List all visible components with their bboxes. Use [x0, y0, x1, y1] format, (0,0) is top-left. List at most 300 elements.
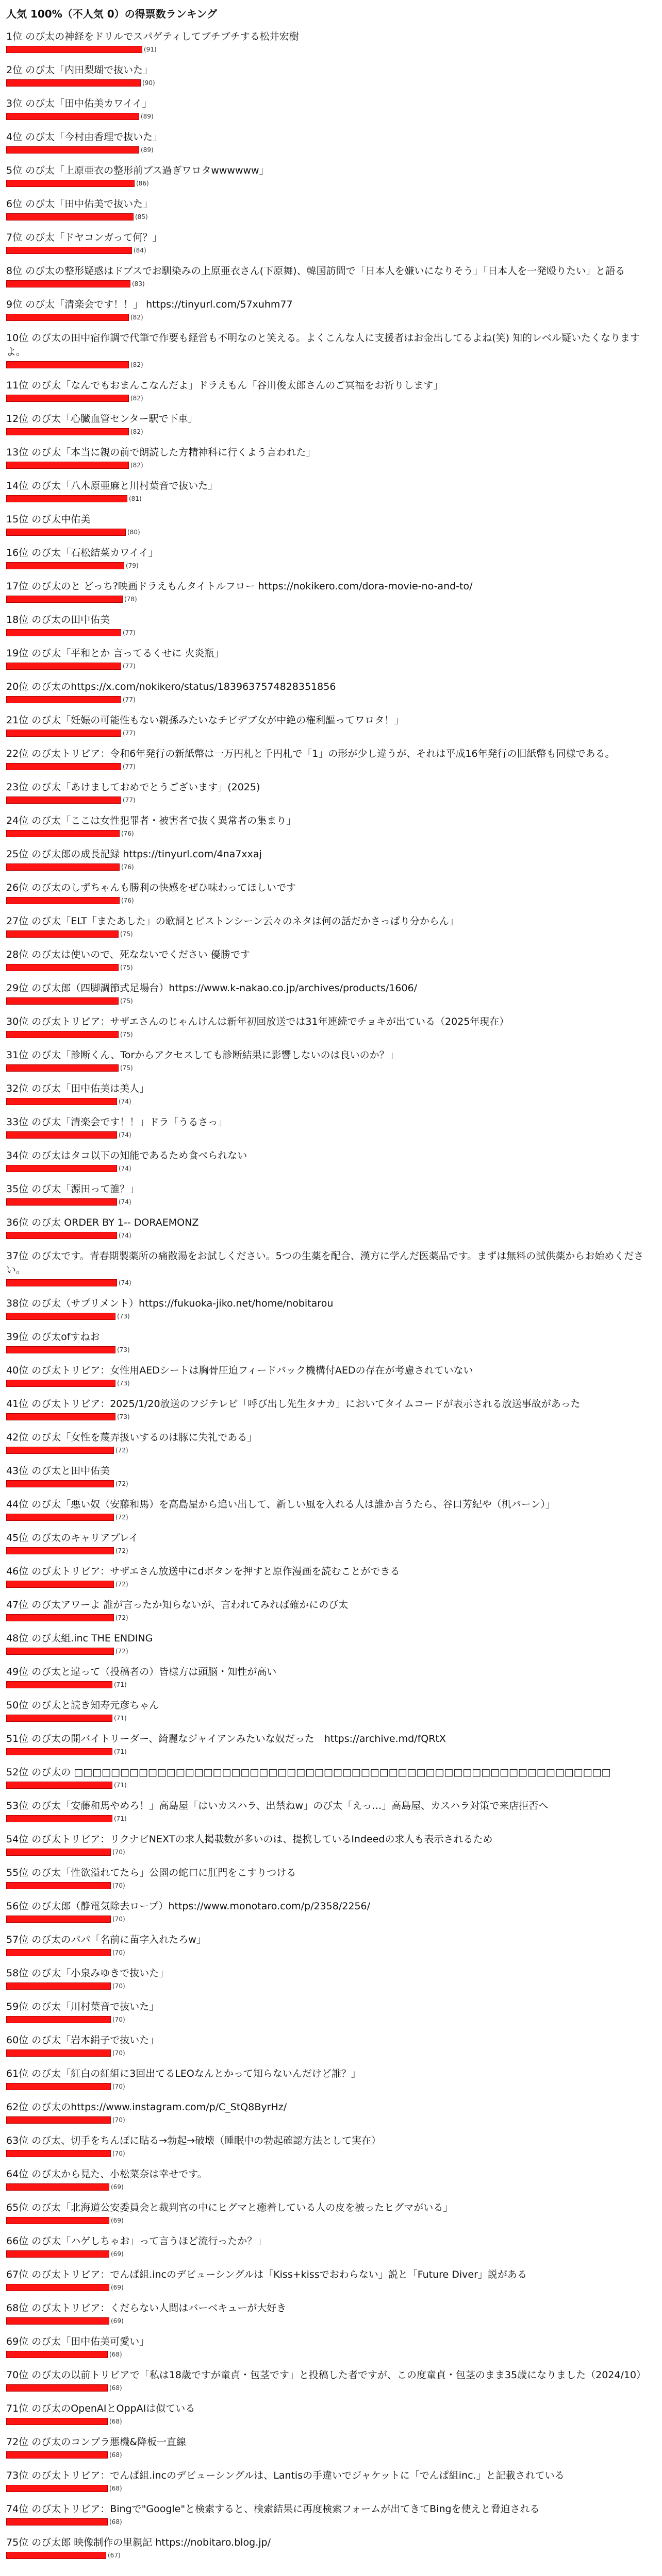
- rank-label: のび太「北海道公安委員会と裁判官の中にヒグマと癒着している人の皮を被ったヒグマがいる」: [31, 2202, 453, 2213]
- ranking-item-text-row: [6, 1598, 656, 1612]
- vote-bar: [6, 1064, 119, 1072]
- ranking-item: [6, 546, 656, 570]
- vote-bar-row: [6, 561, 656, 570]
- rank-label: のび太ofすねお: [31, 1331, 100, 1343]
- rank-label: のび太のhttps://www.instagram.com/p/C_StQ8ByrHz/: [31, 2102, 287, 2113]
- vote-count: (82): [130, 428, 143, 435]
- vote-bar: [6, 1882, 111, 1889]
- vote-bar-row: [6, 728, 656, 738]
- rank-label: のび太トリビア：令和6年発行の新紙幣は一万円札と千円札で「1」の形が少し違うが、それは平成16年発行の旧紙幣も同様である。: [31, 748, 615, 759]
- rank-label: のび太「上原亜衣の整形前ブス過ぎワロタwwwwww」: [25, 165, 269, 176]
- rank-number: 59位: [6, 2001, 29, 2012]
- vote-bar: [6, 1380, 115, 1387]
- vote-count: (74): [119, 1232, 131, 1239]
- vote-bar: [6, 428, 129, 435]
- rank-number: 55位: [6, 1867, 29, 1878]
- vote-bar: [6, 2485, 108, 2492]
- vote-bar-row: [6, 1714, 656, 1723]
- ranking-item: [6, 1364, 656, 1388]
- ranking-item-text-row: [6, 2167, 656, 2181]
- ranking-item-text-row: [6, 1732, 656, 1746]
- ranking-item: [6, 2201, 656, 2225]
- ranking-item-text-row: [6, 2134, 656, 2148]
- ranking-item-text-row: [6, 1431, 656, 1445]
- rank-number: 12位: [6, 413, 29, 425]
- rank-number: 52位: [6, 1767, 29, 1778]
- vote-bar: [6, 663, 121, 670]
- vote-count: (70): [112, 1949, 125, 1956]
- vote-count: (72): [115, 1447, 128, 1454]
- vote-bar-row: [6, 1030, 656, 1039]
- vote-bar-row: [6, 1345, 656, 1354]
- rank-label: のび太「清楽会です！！」 https://tinyurl.com/57xuhm77: [25, 299, 293, 310]
- rank-number: 28位: [6, 949, 29, 960]
- vote-count: (77): [123, 730, 136, 737]
- vote-bar-row: [6, 795, 656, 805]
- vote-bar: [6, 1547, 114, 1554]
- vote-bar: [6, 1279, 117, 1286]
- rank-number: 39位: [6, 1331, 29, 1343]
- rank-number: 2位: [6, 64, 23, 76]
- rank-number: 22位: [6, 748, 29, 759]
- vote-bar: [6, 2284, 109, 2291]
- ranking-item-text-row: [6, 331, 656, 359]
- vote-bar-row: [6, 112, 656, 121]
- vote-bar-row: [6, 2551, 656, 2560]
- rank-number: 24位: [6, 815, 29, 826]
- vote-count: (72): [115, 1648, 128, 1655]
- vote-bar-row: [6, 695, 656, 704]
- vote-bar-row: [6, 662, 656, 671]
- vote-count: (70): [112, 2150, 125, 2157]
- ranking-item: [6, 331, 656, 369]
- vote-bar: [6, 1313, 115, 1320]
- vote-bar: [6, 495, 127, 502]
- rank-label: のび太組.inc THE ENDING: [31, 1633, 153, 1644]
- ranking-item: [6, 1464, 656, 1488]
- ranking-item: [6, 647, 656, 671]
- vote-bar: [6, 1131, 117, 1139]
- ranking-item-text-row: [6, 2335, 656, 2349]
- rank-label: のび太のしずちゃんも勝利の快感をぜひ味わってほしいです: [31, 882, 296, 893]
- rank-label: のび太郎 映像制作の里親記 https://nobitaro.blog.jp/: [31, 2537, 271, 2548]
- ranking-item-text-row: [6, 513, 656, 527]
- vote-count: (77): [123, 629, 136, 636]
- vote-bar-row: [6, 1948, 656, 1957]
- rank-number: 61位: [6, 2068, 29, 2079]
- ranking-item-text-row: [6, 2268, 656, 2282]
- rank-number: 35位: [6, 1183, 29, 1195]
- vote-count: (75): [120, 997, 133, 1005]
- ranking-item: [6, 2268, 656, 2292]
- vote-bar: [6, 1198, 117, 1206]
- vote-bar: [6, 1581, 114, 1588]
- ranking-item: [6, 781, 656, 805]
- rank-label: のび太のと どっち?映画ドラえもんタイトルフロー https://nokikero.com/dora-movie-no-and-to/: [31, 581, 473, 592]
- rank-number: 31位: [6, 1049, 29, 1061]
- ranking-item-text-row: [6, 1464, 656, 1478]
- ranking-item-text-row: [6, 2435, 656, 2449]
- ranking-item: [6, 2368, 656, 2393]
- vote-count: (77): [123, 696, 136, 703]
- vote-bar-row: [6, 2082, 656, 2091]
- rank-label: のび太は使いので、死なないでください 優勝です: [31, 949, 250, 960]
- vote-bar-row: [6, 595, 656, 604]
- rank-label: のび太「田中佑美は美人」: [31, 1083, 150, 1094]
- ranking-item: [6, 2402, 656, 2426]
- rank-number: 72位: [6, 2436, 29, 2448]
- vote-bar: [6, 596, 123, 603]
- ranking-item: [6, 2000, 656, 2024]
- rank-label: のび太「田中佑美で抜いた」: [25, 198, 153, 210]
- rank-number: 43位: [6, 1465, 29, 1477]
- rank-number: 11位: [6, 380, 29, 391]
- rank-label: のび太から見た、小松菜奈は幸せです。: [31, 2168, 207, 2180]
- vote-bar: [6, 830, 120, 837]
- ranking-item-text-row: [6, 1632, 656, 1646]
- rank-label: のび太「川村葉音で抜いた」: [31, 2001, 159, 2012]
- vote-count: (71): [114, 1782, 127, 1789]
- ranking-item-text-row: [6, 1967, 656, 1980]
- vote-bar-row: [6, 279, 656, 289]
- vote-bar: [6, 2150, 111, 2157]
- vote-count: (79): [126, 562, 139, 569]
- vote-bar-row: [6, 1546, 656, 1555]
- ranking-item-text-row: [6, 2201, 656, 2215]
- ranking-item: [6, 1632, 656, 1656]
- vote-bar: [6, 314, 129, 321]
- ranking-item: [6, 63, 656, 88]
- vote-count: (74): [119, 1165, 131, 1172]
- vote-count: (71): [114, 1681, 127, 1688]
- vote-bar: [6, 146, 139, 154]
- rank-label: のび太「悪い奴（安藤和馬）を高島屋から追い出して、新しい風を入れる人は誰か言うたら、谷口芳紀や（机バーン）」: [31, 1499, 555, 1510]
- rank-number: 42位: [6, 1432, 29, 1443]
- rank-label: のび太のパパ「名前に苗字入れたろw」: [31, 1934, 206, 1945]
- vote-bar-row: [6, 1580, 656, 1589]
- ranking-item: [6, 1967, 656, 1991]
- ranking-item: [6, 914, 656, 939]
- rank-label: のび太「なんでもおまんこなんだよ」ドラえもん「谷川俊太郎さんのご冥福をお祈りします」: [31, 380, 443, 391]
- ranking-item-text-row: [6, 647, 656, 660]
- ranking-item: [6, 1182, 656, 1207]
- rank-number: 64位: [6, 2168, 29, 2180]
- ranking-item-text-row: [6, 130, 656, 144]
- vote-count: (69): [111, 2284, 124, 2291]
- ranking-item: [6, 714, 656, 738]
- vote-bar-row: [6, 1981, 656, 1991]
- ranking-item: [6, 1082, 656, 1106]
- vote-bar: [6, 1447, 114, 1454]
- vote-bar-row: [6, 1613, 656, 1622]
- rank-number: 49位: [6, 1666, 29, 1677]
- rank-number: 68位: [6, 2302, 29, 2314]
- ranking-item: [6, 1699, 656, 1723]
- ranking-item: [6, 1531, 656, 1555]
- ranking-item-text-row: [6, 1531, 656, 1545]
- ranking-item-text-row: [6, 1015, 656, 1029]
- ranking-item: [6, 164, 656, 188]
- ranking-item-text-row: [6, 1799, 656, 1813]
- rank-number: 69位: [6, 2336, 29, 2347]
- rank-number: 60位: [6, 2035, 29, 2046]
- rank-number: 48位: [6, 1633, 29, 1644]
- ranking-item: [6, 1149, 656, 1173]
- vote-bar-row: [6, 628, 656, 637]
- rank-label: のび太「診断くん、Torからアクセスしても診断結果に影響しないのは良いのか？」: [31, 1049, 399, 1061]
- rank-label: のび太 ORDER BY 1-- DORAEMONZ: [31, 1217, 199, 1228]
- vote-bar-row: [6, 2283, 656, 2292]
- vote-count: (89): [141, 146, 154, 154]
- vote-bar-row: [6, 2015, 656, 2024]
- vote-count: (82): [130, 314, 143, 321]
- rank-number: 44位: [6, 1499, 29, 1510]
- vote-count: (82): [130, 395, 143, 402]
- vote-bar-row: [6, 360, 656, 369]
- rank-number: 32位: [6, 1083, 29, 1094]
- vote-bar-row: [6, 1379, 656, 1388]
- ranking-item-text-row: [6, 1665, 656, 1679]
- ranking-item: [6, 2067, 656, 2091]
- vote-count: (78): [124, 596, 137, 603]
- rank-label: のび太「田中佑美可愛い」: [31, 2336, 150, 2347]
- ranking-item: [6, 2033, 656, 2058]
- rank-label: のび太トリビア：リクナビNEXTの求人掲載数が多いのは、提携しているIndeedの求人も表示されるため: [31, 1834, 493, 1845]
- rank-label: のび太トリビア：でんぱ組.incのデビューシングルは「Kiss+kissでおわらない」説と「Future Diver」説がある: [31, 2269, 527, 2280]
- vote-bar: [6, 1480, 114, 1487]
- rank-label: のび太「ハゲしちゃお」って言うほど流行ったか？」: [31, 2235, 267, 2247]
- rank-number: 25位: [6, 849, 29, 860]
- vote-count: (68): [109, 2451, 122, 2459]
- vote-count: (86): [136, 180, 149, 187]
- vote-bar-row: [6, 2149, 656, 2158]
- vote-bar: [6, 964, 119, 971]
- vote-bar-row: [6, 1848, 656, 1857]
- vote-count: (72): [115, 1547, 128, 1554]
- vote-count: (71): [114, 1748, 127, 1755]
- rank-label: のび太「平和とか 言ってるくせに 火炎瓶」: [31, 648, 224, 659]
- rank-number: 62位: [6, 2102, 29, 2113]
- ranking-item-text-row: [6, 1833, 656, 1846]
- vote-count: (68): [109, 2485, 122, 2492]
- vote-count: (74): [119, 1198, 131, 1206]
- vote-bar: [6, 2049, 111, 2057]
- vote-bar: [6, 2217, 109, 2224]
- ranking-item-text-row: [6, 1182, 656, 1196]
- rank-label: のび太中佑美: [31, 514, 91, 525]
- vote-count: (77): [123, 663, 136, 670]
- vote-bar: [6, 2083, 111, 2090]
- vote-bar: [6, 1413, 115, 1420]
- ranking-item: [6, 1665, 656, 1689]
- ranking-item: [6, 264, 656, 289]
- rank-label: のび太「心臓血管センター駅で下車」: [31, 413, 198, 425]
- ranking-item: [6, 379, 656, 403]
- ranking-item: [6, 1565, 656, 1589]
- vote-bar: [6, 2351, 108, 2358]
- rank-number: 10位: [6, 332, 29, 344]
- vote-count: (74): [119, 1279, 131, 1286]
- vote-count: (82): [130, 462, 143, 469]
- ranking-item-text-row: [6, 1364, 656, 1378]
- ranking-item-text-row: [6, 197, 656, 211]
- rank-label: のび太、切手をちんぽに貼る→勃起→破壊（睡眠中の勃起確認方法として実在）: [31, 2135, 382, 2146]
- vote-bar-row: [6, 1412, 656, 1421]
- rank-label: のび太「ここは女性犯罪者・被害者で抜く異常者の集まり」: [31, 815, 296, 826]
- rank-number: 66位: [6, 2235, 29, 2247]
- rank-label: のび太郎（四脚調節式足場台）https://www.k-nakao.co.jp/archives/products/1606/: [31, 982, 418, 994]
- vote-bar: [6, 1815, 112, 1822]
- ranking-item-text-row: [6, 479, 656, 493]
- ranking-item-text-row: [6, 231, 656, 245]
- vote-bar-row: [6, 1063, 656, 1073]
- vote-bar-row: [6, 528, 656, 537]
- vote-count: (89): [141, 113, 154, 120]
- ranking-item-text-row: [6, 1330, 656, 1344]
- vote-count: (70): [112, 2083, 125, 2090]
- ranking-item-text-row: [6, 948, 656, 962]
- vote-count: (69): [111, 2183, 124, 2191]
- vote-count: (81): [129, 495, 142, 502]
- rank-number: 41位: [6, 1398, 29, 1410]
- rank-label: のび太の神経をドリルでスパゲティしてブチブチする松井宏樹: [25, 31, 299, 42]
- rank-number: 67位: [6, 2269, 29, 2280]
- vote-bar-row: [6, 1097, 656, 1106]
- ranking-item: [6, 2134, 656, 2158]
- vote-bar-row: [6, 1278, 656, 1287]
- vote-bar-row: [6, 2417, 656, 2426]
- vote-bar-row: [6, 1914, 656, 1924]
- vote-count: (73): [117, 1380, 130, 1387]
- vote-bar: [6, 930, 119, 938]
- vote-count: (85): [135, 213, 148, 221]
- ranking-item: [6, 613, 656, 637]
- rank-label: のび太トリビア：女性用AEDシートは胸骨圧迫フィードバック機構付AEDの存在が考慮されていない: [31, 1365, 473, 1376]
- vote-bar-row: [6, 2450, 656, 2460]
- vote-bar-row: [6, 461, 656, 470]
- vote-bar-row: [6, 2316, 656, 2326]
- ranking-item-text-row: [6, 714, 656, 727]
- ranking-item: [6, 1330, 656, 1354]
- vote-bar: [6, 562, 124, 569]
- vote-bar: [6, 1949, 111, 1956]
- rank-label: のび太「今村由香理で抜いた」: [25, 131, 163, 143]
- vote-count: (67): [108, 2552, 121, 2559]
- ranking-item-text-row: [6, 30, 656, 44]
- ranking-item-text-row: [6, 2000, 656, 2014]
- vote-bar-row: [6, 2048, 656, 2058]
- vote-bar-row: [6, 45, 656, 54]
- vote-bar-row: [6, 1130, 656, 1140]
- vote-count: (76): [121, 863, 134, 871]
- rank-number: 51位: [6, 1733, 29, 1744]
- ranking-item: [6, 848, 656, 872]
- ranking-item-text-row: [6, 546, 656, 560]
- vote-bar: [6, 2250, 109, 2258]
- ranking-item-text-row: [6, 1082, 656, 1096]
- rank-label: のび太トリビア：Bingで"Google"と検索すると、検索結果に再度検索フォームが出てきてBingを使えと脅迫される: [31, 2503, 540, 2515]
- ranking-item-text-row: [6, 2402, 656, 2416]
- vote-count: (70): [112, 1849, 125, 1856]
- ranking-item-text-row: [6, 1933, 656, 1947]
- ranking-item: [6, 1249, 656, 1287]
- rank-label: のび太「田中佑美カワイイ」: [25, 98, 152, 109]
- ranking-item: [6, 231, 656, 255]
- vote-bar: [6, 730, 121, 737]
- rank-label: のび太と違って（投稿者の）皆様方は頭脳・知性が高い: [31, 1666, 277, 1677]
- vote-count: (77): [123, 763, 136, 770]
- vote-bar-row: [6, 2484, 656, 2493]
- ranking-item-text-row: [6, 97, 656, 111]
- rank-label: のび太「安藤和馬やめろ！」高島屋「はいカスハラ、出禁ねw」のび太「えっ…」高島屋、カスハラ対策で来店拒否へ: [31, 1800, 549, 1811]
- rank-label: のび太の開バイトリーダー、綺麗なジャイアンみたいな奴だった https://archive.md/fQRtX: [31, 1733, 446, 1744]
- vote-bar: [6, 213, 134, 221]
- vote-bar: [6, 1614, 114, 1621]
- rank-number: 33位: [6, 1116, 29, 1128]
- ranking-item-text-row: [6, 1115, 656, 1129]
- rank-label: のび太「本当に親の前で朗読した方精神科に行くよう言われた」: [31, 447, 316, 458]
- rank-number: 4位: [6, 131, 23, 143]
- vote-bar-row: [6, 1513, 656, 1522]
- vote-bar: [6, 2451, 108, 2459]
- ranking-item-text-row: [6, 1048, 656, 1062]
- ranking-item-text-row: [6, 2067, 656, 2081]
- rank-number: 6位: [6, 198, 23, 210]
- vote-bar: [6, 1916, 111, 1923]
- vote-count: (76): [121, 830, 134, 837]
- rank-number: 73位: [6, 2470, 29, 2481]
- rank-label: のび太「妊娠の可能性もない親孫みたいなチビデブ女が中絶の権利謳ってワロタ！」: [31, 715, 404, 726]
- ranking-list: [6, 30, 656, 2560]
- ranking-item: [6, 479, 656, 503]
- vote-bar: [6, 462, 129, 469]
- vote-bar: [6, 361, 129, 368]
- ranking-item-text-row: [6, 580, 656, 594]
- rank-number: 63位: [6, 2135, 29, 2146]
- ranking-item-text-row: [6, 298, 656, 312]
- ranking-item: [6, 2435, 656, 2460]
- rank-label: のび太「紅白の紅組に3回出てるLEOなんとかって知らないんだけど誰？」: [31, 2068, 361, 2079]
- vote-bar-row: [6, 2350, 656, 2359]
- vote-bar: [6, 1782, 112, 1789]
- rank-number: 45位: [6, 1532, 29, 1544]
- vote-count: (68): [109, 2351, 122, 2358]
- ranking-item-text-row: [6, 747, 656, 761]
- ranking-item: [6, 1498, 656, 1522]
- ranking-item: [6, 1900, 656, 1924]
- ranking-item-text-row: [6, 1149, 656, 1163]
- vote-bar: [6, 395, 129, 402]
- rank-label: のび太のOpenAIとOppAIは似ている: [31, 2403, 195, 2414]
- rank-number: 57位: [6, 1934, 29, 1945]
- vote-bar: [6, 1346, 115, 1353]
- rank-label: のび太（サプリメント）https://fukuoka-jiko.net/home/nobitarou: [31, 1298, 334, 1309]
- ranking-item-text-row: [6, 264, 656, 278]
- rank-label: のび太「岩本絹子で抜いた」: [31, 2035, 159, 2046]
- vote-bar: [6, 1031, 119, 1038]
- vote-bar: [6, 2552, 106, 2559]
- vote-bar-row: [6, 78, 656, 88]
- vote-bar-row: [6, 1881, 656, 1890]
- ranking-item: [6, 1048, 656, 1073]
- rank-number: 30位: [6, 1016, 29, 1027]
- vote-count: (82): [130, 361, 143, 368]
- rank-number: 1位: [6, 31, 23, 42]
- rank-label: のび太と田中佑美: [31, 1465, 110, 1477]
- vote-count: (72): [115, 1480, 128, 1487]
- vote-bar-row: [6, 145, 656, 155]
- ranking-item-text-row: [6, 2502, 656, 2516]
